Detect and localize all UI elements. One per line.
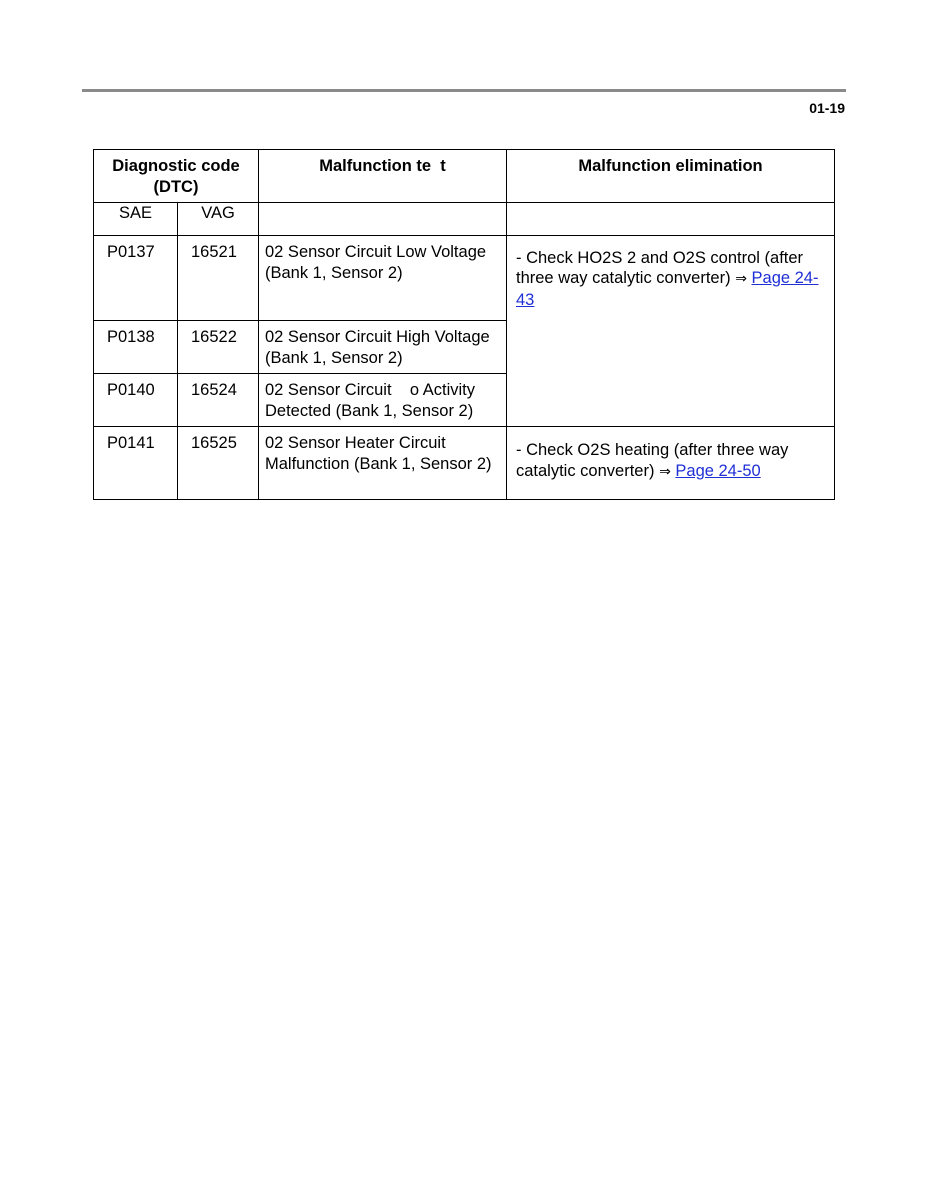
table-subheader-row [94,203,835,236]
table-row [94,236,835,321]
sae-code: P0137 [94,236,178,321]
vag-code: 16525 [178,427,259,500]
dtc-table [93,149,835,500]
header-diagnostic-code: Diagnostic code (DTC) [94,150,259,203]
header-malfunction-text: Malfunction te t [259,150,507,203]
subheader-vag: VAG [178,203,259,236]
malfunction-text: 02 Sensor Circuit High Voltage (Bank 1, Sensor 2) [259,321,507,374]
subheader-empty [507,203,835,236]
arrow-right-icon: ⇒ [735,271,747,288]
page-link-24-43[interactable]: Page 24-43 [516,269,819,309]
subheader-sae: SAE [94,203,178,236]
vag-code: 16521 [178,236,259,321]
page-link-24-50[interactable]: Page 24-50 [675,461,761,480]
page-number: 01-19 [809,100,845,116]
malfunction-text: 02 Sensor Circuit o Activity Detected (Bank 1, Sensor 2) [259,374,507,427]
arrow-right-icon: ⇒ [659,463,671,480]
vag-code: 16522 [178,321,259,374]
vag-code: 16524 [178,374,259,427]
elimination-cell [507,236,835,427]
sae-code: P0140 [94,374,178,427]
malfunction-text: 02 Sensor Heater Circuit Malfunction (Bank 1, Sensor 2) [259,427,507,500]
sae-code: P0141 [94,427,178,500]
sae-code: P0138 [94,321,178,374]
header-rule [82,89,846,92]
malfunction-text: 02 Sensor Circuit Low Voltage (Bank 1, Sensor 2) [259,236,507,321]
table-row [94,427,835,500]
header-malfunction-elimination: Malfunction elimination [507,150,835,203]
subheader-empty [259,203,507,236]
elimination-text: - Check O2S heating (after three way catalytic converter) [516,441,789,480]
table-header-row [94,150,835,203]
elimination-cell [507,427,835,500]
elimination-text: - Check HO2S 2 and O2S control (after three way catalytic converter) [516,248,804,288]
